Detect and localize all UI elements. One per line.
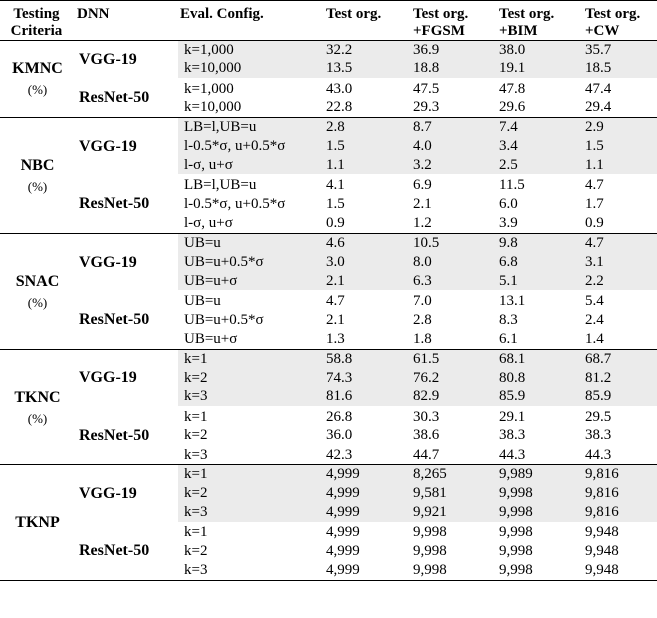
bim-value: 9,998	[499, 543, 533, 560]
criteria-cell	[0, 233, 75, 349]
test-org-value: 4,999	[324, 484, 411, 503]
criteria-name: SNAC	[15, 272, 60, 290]
table-row	[0, 79, 657, 98]
table-row	[0, 118, 657, 137]
bim-value: 85.9	[497, 388, 583, 407]
fgsm-value: 76.2	[411, 368, 497, 387]
table-row	[0, 175, 657, 194]
dnn-cell: VGG-19	[79, 50, 137, 68]
header-test-org-bim: Test org. +BIM	[499, 6, 555, 39]
fgsm-value: 44.7	[413, 446, 440, 463]
cw-value: 38.3	[585, 427, 612, 444]
bim-value: 9,998	[497, 504, 583, 523]
dnn-cell: ResNet-50	[79, 542, 150, 560]
eval-config-cell: UB=u+σ	[178, 272, 324, 291]
cw-value: 9,816	[583, 465, 657, 484]
cw-value: 44.3	[585, 446, 612, 463]
criteria-cell	[0, 349, 75, 465]
cw-value: 3.1	[583, 253, 657, 272]
test-org-value: 4.6	[324, 233, 411, 252]
cw-value: 2.2	[583, 272, 657, 291]
dnn-cell: VGG-19	[79, 253, 137, 271]
dnn-cell: ResNet-50	[79, 310, 150, 328]
eval-config-cell: k=2	[184, 427, 208, 444]
bim-value: 38.0	[497, 40, 583, 59]
fgsm-value: 1.8	[413, 330, 432, 347]
dnn-cell: VGG-19	[79, 485, 137, 503]
table-row	[0, 465, 657, 484]
criteria-group	[0, 233, 657, 349]
eval-config-cell: UB=u	[178, 291, 324, 310]
bim-value: 3.4	[497, 137, 583, 156]
criteria-name: NBC	[20, 156, 55, 174]
criteria-group	[0, 465, 657, 581]
bim-value: 9,989	[497, 465, 583, 484]
fgsm-value: 8.7	[411, 118, 497, 137]
fgsm-value: 47.5	[411, 79, 497, 98]
eval-config-cell: UB=u	[178, 233, 324, 252]
fgsm-value: 9,921	[411, 504, 497, 523]
criteria-unit: (%)	[27, 410, 48, 426]
fgsm-value: 36.9	[411, 40, 497, 59]
cw-value: 9,816	[583, 484, 657, 503]
bim-value: 80.8	[497, 368, 583, 387]
cw-value: 29.5	[583, 407, 657, 426]
fgsm-value: 38.6	[413, 427, 440, 444]
test-org-value: 36.0	[326, 427, 353, 444]
cw-value: 9,948	[583, 523, 657, 542]
bim-value: 2.5	[497, 156, 583, 175]
dnn-cell: VGG-19	[79, 137, 137, 155]
test-org-value: 32.2	[324, 40, 411, 59]
header-test-org: Test org.	[326, 6, 382, 22]
bim-value: 38.3	[499, 427, 526, 444]
bim-value: 9,998	[497, 523, 583, 542]
eval-config-cell: LB=l,UB=u	[178, 175, 324, 194]
bim-value: 13.1	[497, 291, 583, 310]
fgsm-value: 2.8	[413, 311, 432, 328]
eval-config-cell: k=10,000	[184, 99, 242, 116]
fgsm-value: 61.5	[411, 349, 497, 368]
test-org-value: 0.9	[326, 214, 345, 231]
table-row	[0, 349, 657, 368]
eval-config-cell: k=3	[178, 388, 324, 407]
eval-config-cell: l-σ, u+σ	[184, 214, 233, 231]
cw-value: 1.1	[583, 156, 657, 175]
bim-value: 29.1	[497, 407, 583, 426]
test-org-value: 3.0	[324, 253, 411, 272]
fgsm-value: 8,265	[411, 465, 497, 484]
bim-value: 6.8	[497, 253, 583, 272]
test-org-value: 42.3	[326, 446, 353, 463]
eval-config-cell: k=1	[178, 465, 324, 484]
eval-config-cell: k=1,000	[178, 79, 324, 98]
header-testing-criteria: Testing Criteria	[10, 6, 63, 39]
cw-value: 9,816	[583, 504, 657, 523]
header-eval-config: Eval. Config.	[180, 6, 264, 22]
eval-config-cell: l-0.5*σ, u+0.5*σ	[178, 137, 324, 156]
table-row	[0, 291, 657, 310]
test-org-value: 1.5	[326, 195, 345, 212]
cw-value: 4.7	[583, 233, 657, 252]
fgsm-value: 3.2	[411, 156, 497, 175]
bim-value: 29.6	[499, 99, 526, 116]
criteria-cell	[0, 40, 75, 117]
cw-value: 2.9	[583, 118, 657, 137]
fgsm-value: 9,998	[411, 523, 497, 542]
test-org-value: 1.1	[324, 156, 411, 175]
bim-value: 6.0	[499, 195, 518, 212]
criteria-group	[0, 349, 657, 465]
eval-config-cell: k=1	[178, 349, 324, 368]
fgsm-value: 82.9	[411, 388, 497, 407]
test-org-value: 4,999	[326, 562, 360, 579]
header-row	[0, 1, 657, 41]
eval-config-cell: k=1,000	[178, 40, 324, 59]
eval-config-cell: k=2	[178, 368, 324, 387]
cw-value: 35.7	[583, 40, 657, 59]
criteria-unit: (%)	[27, 82, 48, 98]
header-test-org-fgsm: Test org. +FGSM	[413, 6, 469, 39]
test-org-value: 2.1	[326, 311, 345, 328]
criteria-name: TKNP	[15, 513, 60, 531]
test-org-value: 74.3	[324, 368, 411, 387]
test-org-value: 22.8	[326, 99, 353, 116]
fgsm-value: 7.0	[411, 291, 497, 310]
bim-value: 19.1	[497, 60, 583, 79]
fgsm-value: 10.5	[411, 233, 497, 252]
test-org-value: 4.1	[324, 175, 411, 194]
dnn-cell: ResNet-50	[79, 89, 150, 107]
cw-value: 5.4	[583, 291, 657, 310]
bim-value: 3.9	[499, 214, 518, 231]
table-row	[0, 407, 657, 426]
cw-value: 68.7	[583, 349, 657, 368]
fgsm-value: 8.0	[411, 253, 497, 272]
test-org-value: 4,999	[324, 504, 411, 523]
eval-config-cell: UB=u+0.5*σ	[184, 311, 264, 328]
criteria-cell	[0, 465, 75, 581]
cw-value: 1.7	[585, 195, 604, 212]
cw-value: 0.9	[585, 214, 604, 231]
test-org-value: 4,999	[324, 465, 411, 484]
cw-value: 29.4	[585, 99, 612, 116]
test-org-value: 2.8	[324, 118, 411, 137]
test-org-value: 1.5	[324, 137, 411, 156]
fgsm-value: 9,581	[411, 484, 497, 503]
dnn-cell: ResNet-50	[79, 426, 150, 444]
header-test-org-cw: Test org. +CW	[585, 6, 641, 39]
eval-config-cell: k=3	[178, 504, 324, 523]
eval-config-cell: k=3	[184, 562, 208, 579]
eval-config-cell: k=2	[184, 543, 208, 560]
table-row	[0, 40, 657, 59]
test-org-value: 43.0	[324, 79, 411, 98]
criteria-name: KMNC	[12, 60, 63, 78]
test-org-value: 58.8	[324, 349, 411, 368]
cw-value: 85.9	[583, 388, 657, 407]
eval-config-cell: UB=u+σ	[184, 330, 238, 347]
cw-value: 47.4	[583, 79, 657, 98]
cw-value: 9,948	[585, 543, 619, 560]
eval-config-cell: k=2	[178, 484, 324, 503]
fgsm-value: 2.1	[413, 195, 432, 212]
criteria-cell	[0, 118, 75, 234]
cw-value: 9,948	[585, 562, 619, 579]
criteria-name: TKNC	[14, 388, 61, 406]
criteria-unit: (%)	[27, 178, 48, 194]
test-org-value: 4.7	[324, 291, 411, 310]
fgsm-value: 30.3	[411, 407, 497, 426]
test-org-value: 26.8	[324, 407, 411, 426]
table-row	[0, 233, 657, 252]
dnn-cell: ResNet-50	[79, 195, 150, 213]
cw-value: 81.2	[583, 368, 657, 387]
bim-value: 68.1	[497, 349, 583, 368]
bim-value: 11.5	[497, 175, 583, 194]
criteria-group	[0, 118, 657, 234]
eval-config-cell: UB=u+0.5*σ	[178, 253, 324, 272]
test-org-value: 81.6	[324, 388, 411, 407]
cw-value: 1.4	[585, 330, 604, 347]
bim-value: 6.1	[499, 330, 518, 347]
bim-value: 9,998	[499, 562, 533, 579]
test-org-value: 4,999	[324, 523, 411, 542]
eval-config-cell: l-σ, u+σ	[178, 156, 324, 175]
fgsm-value: 9,998	[413, 562, 447, 579]
test-org-value: 13.5	[324, 60, 411, 79]
bim-value: 47.8	[497, 79, 583, 98]
eval-config-cell: k=3	[184, 446, 208, 463]
bim-value: 5.1	[497, 272, 583, 291]
header-dnn: DNN	[77, 6, 110, 22]
test-org-value: 1.3	[326, 330, 345, 347]
bim-value: 8.3	[499, 311, 518, 328]
fgsm-value: 1.2	[413, 214, 432, 231]
cw-value: 2.4	[585, 311, 604, 328]
eval-config-cell: l-0.5*σ, u+0.5*σ	[184, 195, 286, 212]
bim-value: 44.3	[499, 446, 526, 463]
fgsm-value: 6.9	[411, 175, 497, 194]
test-org-value: 4,999	[326, 543, 360, 560]
fgsm-value: 29.3	[413, 99, 440, 116]
criteria-unit: (%)	[27, 294, 48, 310]
eval-config-cell: LB=l,UB=u	[178, 118, 324, 137]
eval-config-cell: k=1	[178, 407, 324, 426]
fgsm-value: 18.8	[411, 60, 497, 79]
fgsm-value: 9,998	[413, 543, 447, 560]
cw-value: 1.5	[583, 137, 657, 156]
test-org-value: 2.1	[324, 272, 411, 291]
bim-value: 9.8	[497, 233, 583, 252]
table-row	[0, 523, 657, 542]
bim-value: 9,998	[497, 484, 583, 503]
dnn-cell: VGG-19	[79, 369, 137, 387]
eval-config-cell: k=1	[178, 523, 324, 542]
criteria-group	[0, 40, 657, 117]
bim-value: 7.4	[497, 118, 583, 137]
cw-value: 4.7	[583, 175, 657, 194]
cw-value: 18.5	[583, 60, 657, 79]
eval-config-cell: k=10,000	[178, 60, 324, 79]
fgsm-value: 4.0	[411, 137, 497, 156]
fgsm-value: 6.3	[411, 272, 497, 291]
